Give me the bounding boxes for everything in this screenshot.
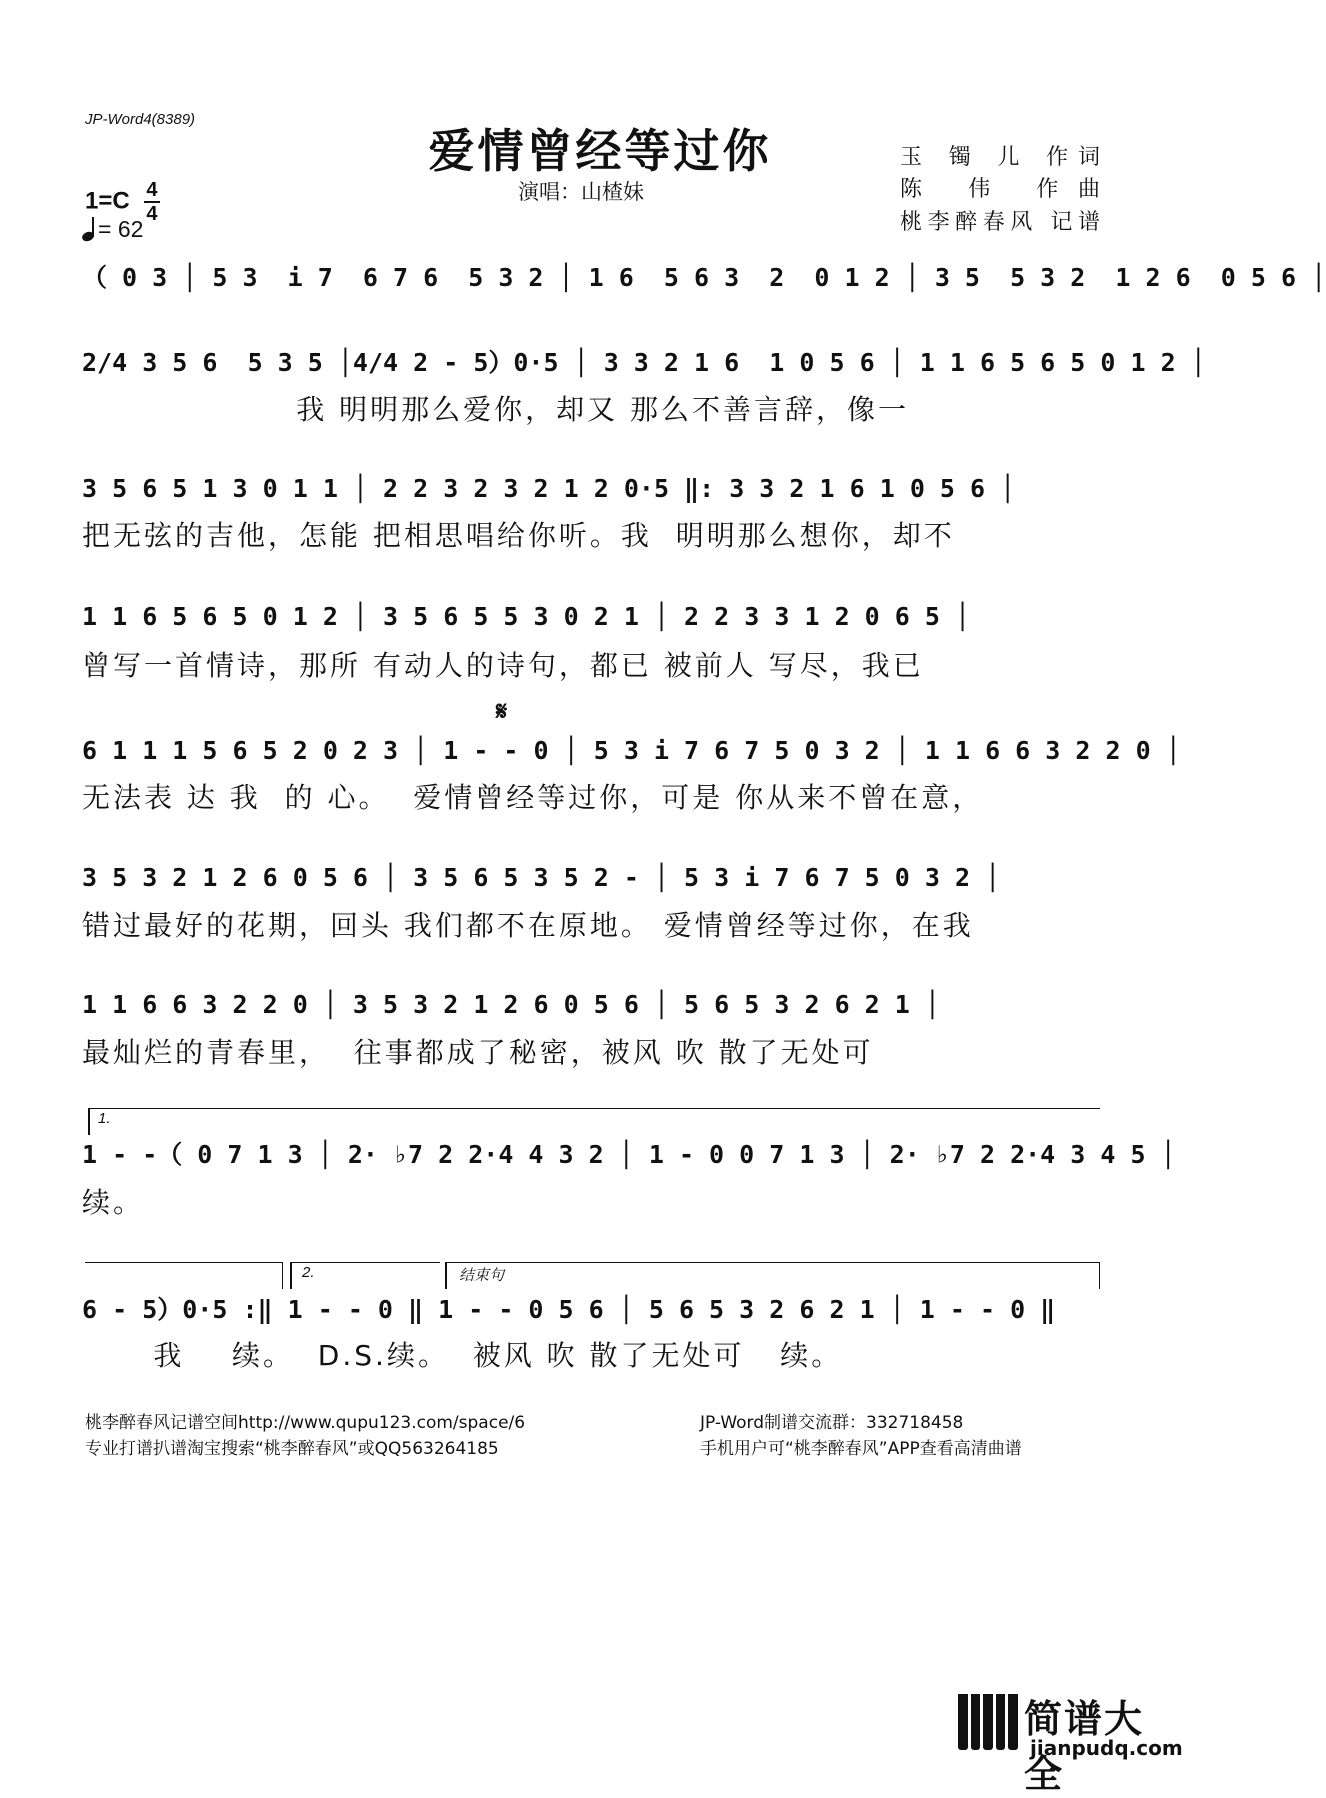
transcriber-credit: 桃李醉春风 记谱 [900,210,1100,235]
lyrics-line-9: 我 续。 D.S.续。 被风 吹 散了无处可 续。 [82,1339,843,1372]
first-ending-label: 1. [98,1110,111,1127]
second-ending-label: 2. [302,1264,315,1281]
composer-credit: 陈 伟 作曲 [900,177,1100,202]
quarter-note-icon [82,217,94,241]
footer-space-link: 桃李醉春风记谱空间http://www.qupu123.com/space/6 [85,1413,526,1433]
logo-text: 简谱大全 [1024,1697,1145,1796]
lyrics-line-8: 续。 [82,1186,145,1219]
lyrics-line-4: 曾写一首情诗，那所 有动人的诗句，都已 被前人 写尽，我已 [82,649,924,682]
time-top: 4 [146,179,158,201]
notation-line-5: 6 1 1 1 5 6 5 2 0 2 3 │ 1 - - 0 │ 5 3 i 7 6 7 5 0 3 2 │ 1 1 6 6 3 2 2 0 │ [82,736,1181,765]
notation-line-3: 3 5 6 5 1 3 0 1 1 │ 2 2 3 2 3 2 1 2 0·5 ‖: 3 3 2 1 6 1 0 5 6 │ [82,474,1016,503]
second-ending-bracket [290,1262,440,1289]
notation-line-7: 1 1 6 6 3 2 2 0 │ 3 5 3 2 1 2 6 0 5 6 │ 5 6 5 3 2 6 2 1 │ [82,990,940,1019]
piano-keys-icon [958,1694,1018,1750]
notation-line-6: 3 5 3 2 1 2 6 0 5 6 │ 3 5 6 5 3 5 2 - │ 5 3 i 7 6 7 5 0 3 2 │ [82,863,1001,892]
lyrics-line-5: 无法表 达 我 的 心。 爱情曾经等过你，可是 你从来不曾在意， [82,781,984,814]
notation-line-1: （ 0 3 │ 5 3 i 7 6 7 6 5 3 2 │ 1 6 5 6 3 2 0 1 2 │ 3 5 5 3 2 1 2 6 0 5 6 │ [82,263,1326,292]
ending-phrase-label: 结束句 [459,1267,505,1284]
footer-service-note: 专业打谱扒谱淘宝搜索“桃李醉春风”或QQ563264185 [85,1439,499,1459]
footer-group: JP-Word制谱交流群：332718458 [700,1413,964,1433]
notation-line-2: 2/4 3 5 6 5 3 5 │4/4 2 - 5）0·5 │ 3 3 2 1 6 1 0 5 6 │ 1 1 6 5 6 5 0 1 2 │ [82,348,1206,377]
key-label: 1=C [85,187,130,215]
logo-url: jianpudq.com [1030,1736,1183,1760]
tempo-marking [82,216,143,243]
lyrics-line-2: 我 明明那么爱你，却又 那么不善言辞，像一 [82,393,910,426]
notation-line-8: 1 - -（ 0 7 1 3 │ 2· ♭7 2 2·4 4 3 2 │ 1 - 0 0 7 1 3 │ 2· ♭7 2 2·4 3 4 5 │ [82,1140,1176,1169]
segno-icon: 𝄋 [496,697,508,727]
lyricist-credit: 玉 镯 儿 作词 [900,145,1100,170]
first-ending-bracket [88,1108,1100,1135]
notation-line-9: 6 - 5）0·5 :‖ 1 - - 0 ‖ 1 - - 0 5 6 │ 5 6 5 3 2 6 2 1 │ 1 - - 0 ‖ [82,1295,1056,1324]
song-title: 爱情曾经等过你 [428,124,772,178]
notation-line-4: 1 1 6 5 6 5 0 1 2 │ 3 5 6 5 5 3 0 2 1 │ 2 2 3 3 1 2 0 6 5 │ [82,602,971,631]
footer-app-note: 手机用户可“桃李醉春风”APP查看高清曲谱 [700,1439,1022,1459]
singer-credit: 演唱：山楂妹 [518,180,644,204]
lyrics-line-7: 最灿烂的青春里， 往事都成了秘密，被风 吹 散了无处可 [82,1036,874,1069]
time-bottom: 4 [146,203,158,225]
lyrics-line-3: 把无弦的吉他，怎能 把相思唱给你听。我 明明那么想你，却不 [82,519,955,552]
tempo-value: = 62 [98,216,144,242]
source-label: JP-Word4(8389) [85,111,196,128]
site-logo [958,1688,1183,1796]
lyrics-line-6: 错过最好的花期，回头 我们都不在原地。 爱情曾经等过你，在我 [82,909,974,942]
first-ending-continuation [85,1262,283,1289]
time-signature [144,180,159,224]
ending-phrase-bracket [445,1262,1100,1289]
